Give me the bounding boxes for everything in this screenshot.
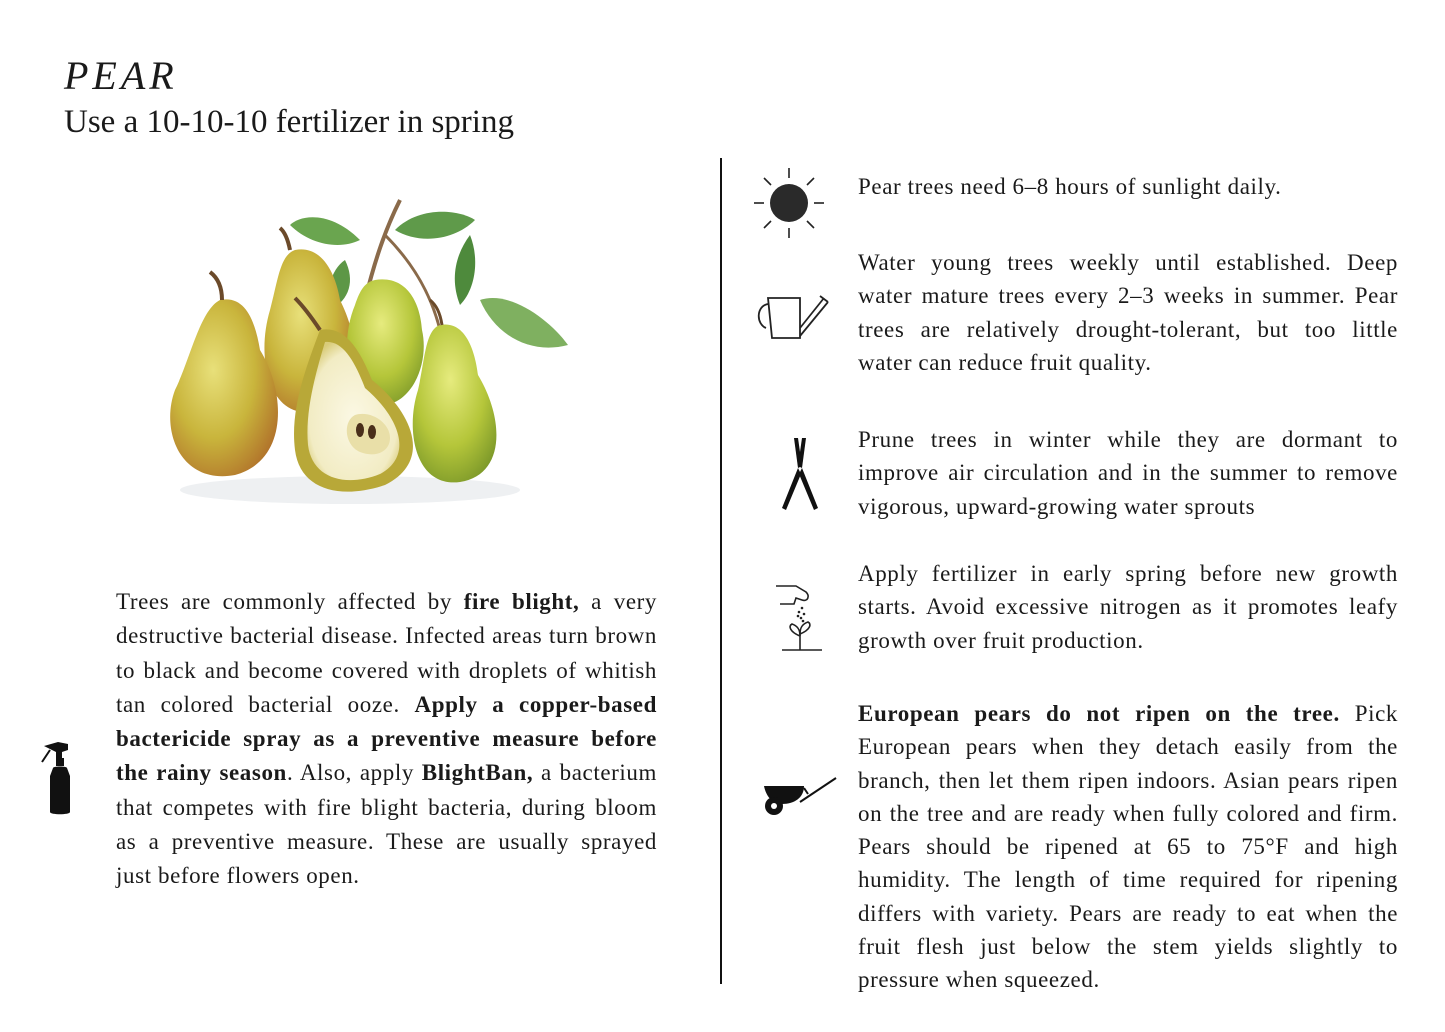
page-subtitle: Use a 10-10-10 fertilizer in spring <box>64 104 514 140</box>
wheelbarrow-icon <box>760 772 838 818</box>
watering-can-icon <box>754 294 830 342</box>
pruning-shears-icon <box>776 436 824 512</box>
fertilizer-text: Apply fertilizer in early spring before new growth starts. Avoid excessive nitrogen as it promotes leafy growth over fruit production. <box>858 561 1398 653</box>
pruning-text: Prune trees in winter while they are dormant to improve air circulation and in the summer to remove vigorous, upward-growing water sprouts <box>858 427 1398 519</box>
sun-icon <box>752 166 826 240</box>
fire-blight-paragraph: Trees are commonly affected by fire blight, a very destructive bacterial disease. Infected areas turn brown to black and become covered with droplets of whitish tan colored bacterial ooze. Apply a copper-based bactericide spray as a preventive measure before the rainy season. Also, apply BlightBan, a bacterium that competes with fire blight bacteria, during bloom as a preventive measure. These are usually sprayed just before flowers open. <box>116 589 658 889</box>
spray-bottle-icon <box>40 740 86 816</box>
column-divider <box>720 158 722 984</box>
watering-text: Water young trees weekly until established. Deep water mature trees every 2–3 weeks in summer. Pear trees are relatively drought-tolerant, but too little water can reduce fruit quality. <box>858 250 1398 375</box>
pear-illustration <box>160 190 580 520</box>
page-title: PEAR <box>64 53 178 98</box>
harvest-text: European pears do not ripen on the tree. Pick European pears when they detach easily from the branch, then let them ripen indoors. Asian pears ripen on the tree and are ready when fully colored and firm. Pears should be ripened at 65 to 75°F and high humidity. The length of time required for ripening differs with variety. Pears are ready to eat when the fruit flesh just below the stem yields slightly to pressure when squeezed. <box>858 701 1399 993</box>
sunlight-text: Pear trees need 6–8 hours of sunlight daily. <box>858 174 1282 199</box>
fertilizer-hand-icon <box>772 580 830 656</box>
